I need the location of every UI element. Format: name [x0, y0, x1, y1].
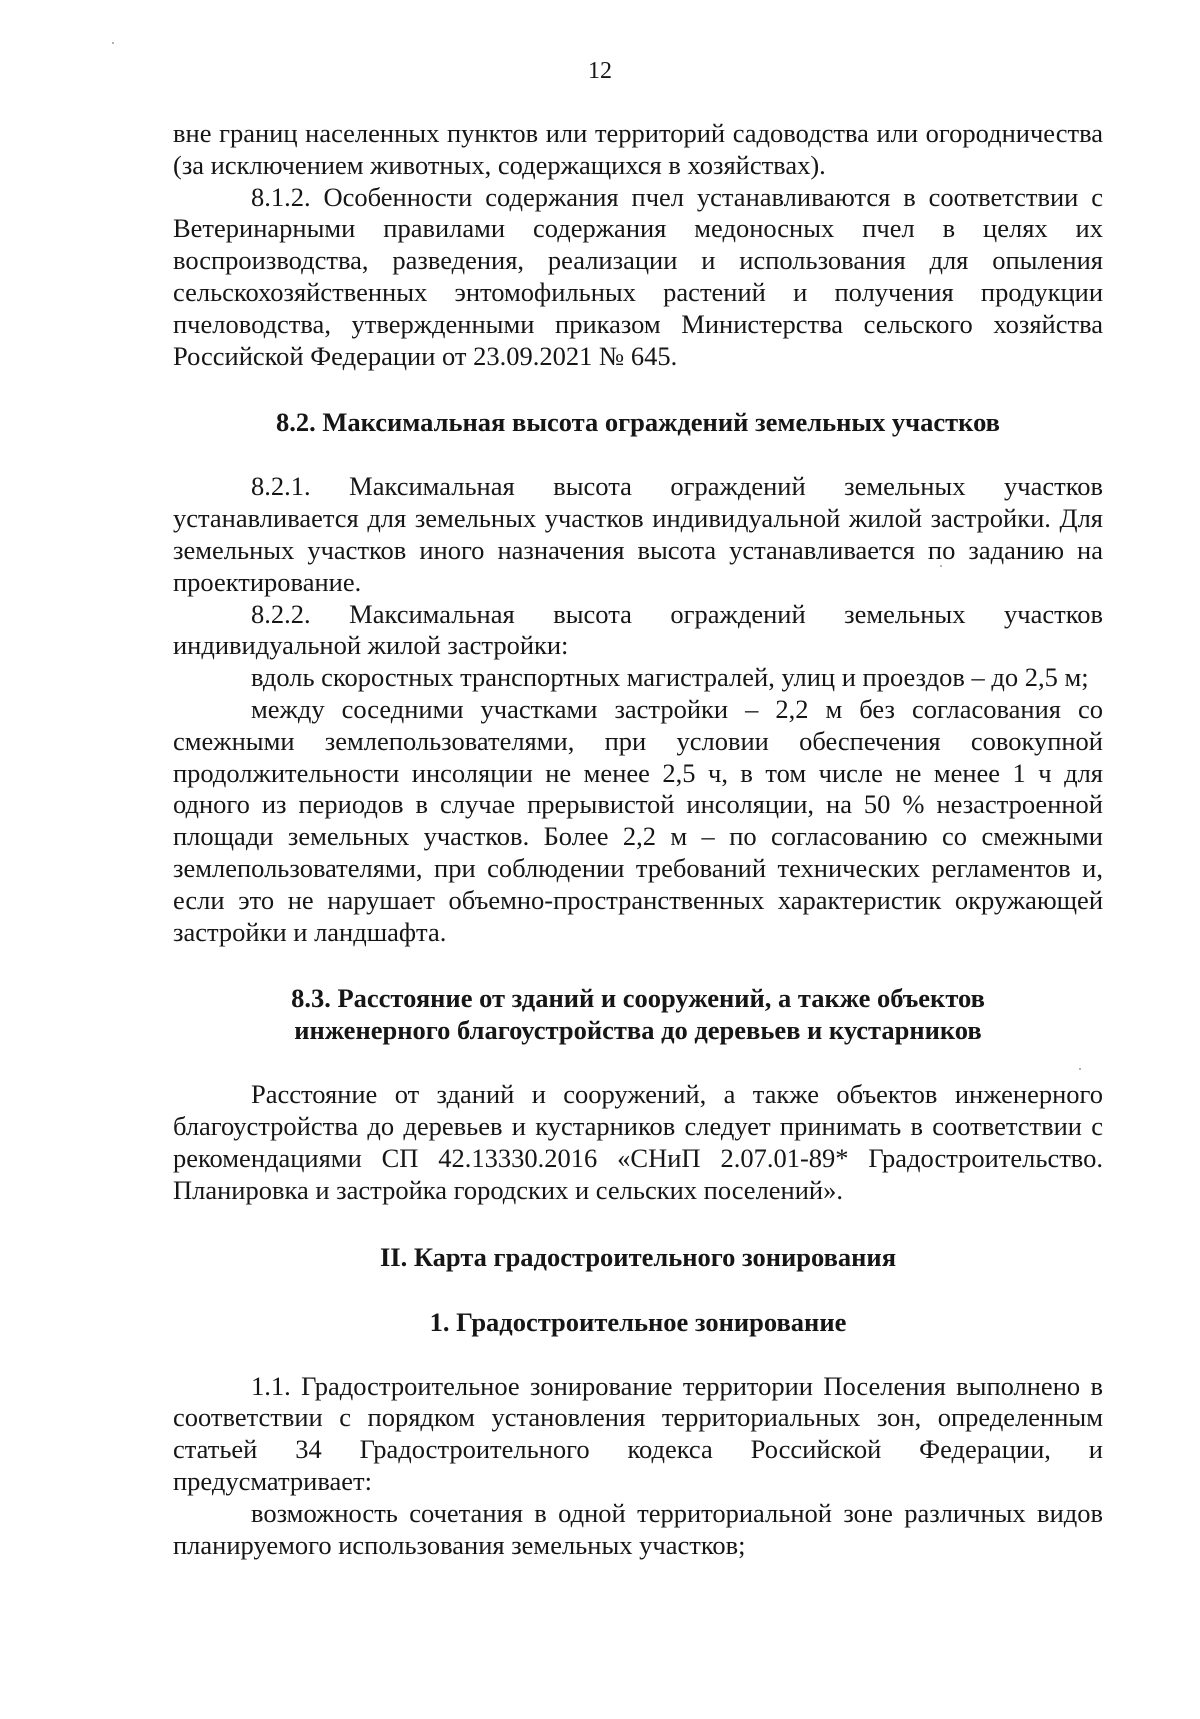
heading-1-zoning: 1. Градостроительное зонирование [429, 1306, 847, 1337]
page-number: 12 [588, 58, 612, 84]
heading-8-2: 8.2. Максимальная высота ограждений земельных участков [276, 407, 1000, 438]
heading-8-3-line-2: инженерного благоустройства до деревьев и кустарников [294, 1015, 982, 1046]
scan-speck [940, 565, 942, 567]
paragraph-8-2-1: 8.2.1. Максимальная высота ограждений земельных участков устанавливается для земельных участков индивидуальной жилой застройки. Для земельных участков иного назначения высота устанавливается по заданию на проектирование. [173, 471, 1103, 597]
paragraph-along-highways: вдоль скоростных транспортных магистралей, улиц и проездов – до 2,5 м; [251, 662, 1089, 693]
heading-8-3 [173, 982, 1103, 1046]
paragraph-8-1-2-bees: 8.1.2. Особенности содержания пчел устанавливаются в соответствии с Ветеринарными правилами содержания медоносных пчел в целях их воспроизводства, разведения, реализации и использования для опыления сельскохозяйственных энтомофильных растений и получения продукции пчеловодства, утвержденными приказом Министерства сельского хозяйства Российской Федерации от 23.09.2021 № 645. [173, 181, 1103, 371]
paragraph-8-2-2: 8.2.2. Максимальная высота ограждений земельных участков индивидуальной жилой застройки: [173, 598, 1103, 661]
heading-section-ii: II. Карта градостроительного зонирования [379, 1241, 897, 1272]
paragraph-combination-of-uses: возможность сочетания в одной территориальной зоне различных видов планируемого использования земельных участков; [173, 1497, 1103, 1560]
document-body [173, 118, 1103, 1561]
scan-speck [1079, 1068, 1081, 1070]
paragraph-distance-to-trees: Расстояние от зданий и сооружений, а также объектов инженерного благоустройства до деревьев и кустарников следует принимать в соответствии с рекомендациями СП 42.13330.2016 «СНиП 2.07.01-89* Градостроительство. Планировка и застройка городских и сельских поселений». [173, 1079, 1103, 1205]
heading-8-3-line-1: 8.3. Расстояние от зданий и сооружений, а также объектов [291, 983, 985, 1014]
paragraph-1-1: 1.1. Градостроительное зонирование территории Поселения выполнено в соответствии с порядком установления территориальных зон, определенным статьей 34 Градостроительного кодекса Российской Федерации, и предусматривает: [173, 1370, 1103, 1496]
scan-speck [112, 42, 114, 44]
paragraph-animals-outside-settlements: вне границ населенных пунктов или территорий садоводства или огородничества (за исключением животных, содержащихся в хозяйствах). [173, 118, 1103, 180]
paragraph-between-plots: между соседними участками застройки – 2,2 м без согласования со смежными землепользователями, при условии обеспечения совокупной продолжительности инсоляции не менее 2,5 ч, в том числе не менее 1 ч для одного из периодов в случае прерывистой инсоляции, на 50 % незастроенной площади земельных участков. Более 2,2 м – по согласованию со смежными землепользователями, при соблюдении требований технических регламентов и, если это не нарушает объемно-пространственных характеристик окружающей застройки и ландшафта. [173, 693, 1103, 947]
